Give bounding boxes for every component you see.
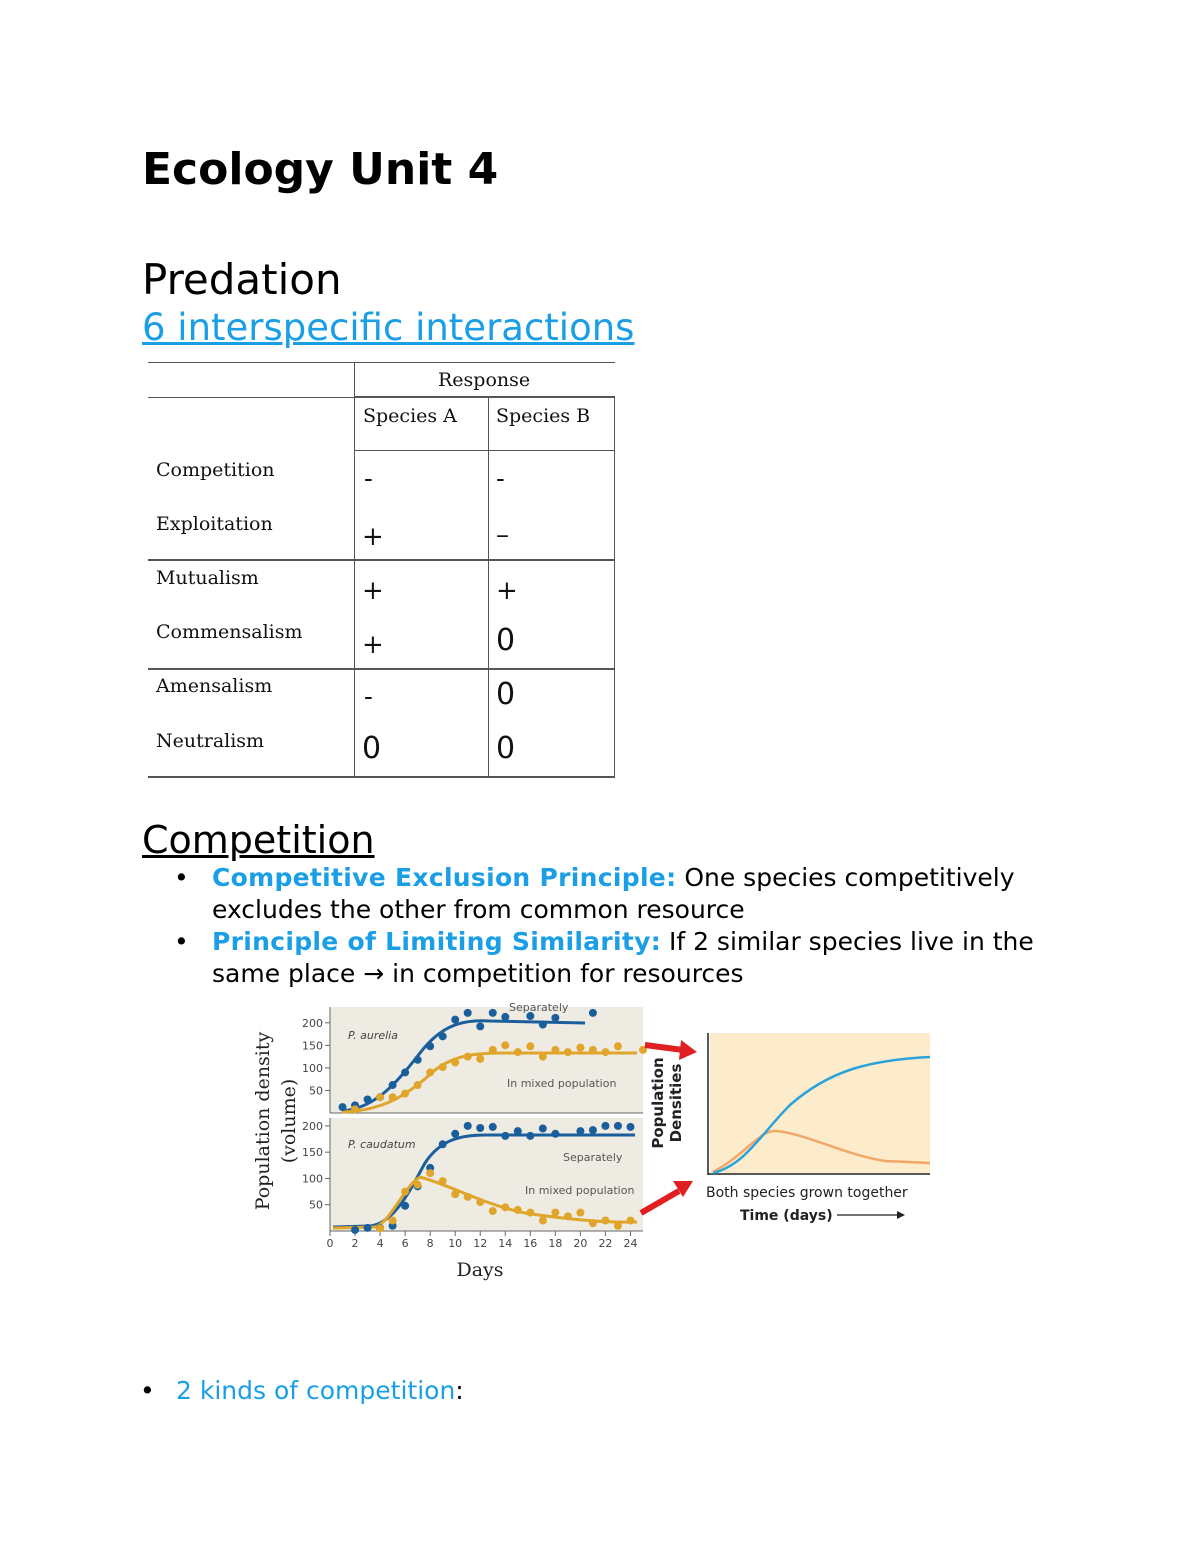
row-label-competition: Competition <box>156 459 275 481</box>
label-caudatum-separately: Separately <box>563 1151 623 1164</box>
bullet-icon: • <box>174 927 189 956</box>
term-kinds-of-competition: 2 kinds of competition <box>176 1376 456 1405</box>
y-tick-label: 150 <box>302 1146 323 1160</box>
aurelia-mixed-point <box>476 1055 484 1063</box>
aurelia-separate-point <box>501 1013 509 1021</box>
x-tick-label: 18 <box>548 1237 563 1250</box>
table-header-species-b: Species B <box>496 405 591 427</box>
aurelia-mixed-point <box>589 1046 597 1054</box>
caudatum-mixed-point <box>476 1198 484 1206</box>
aurelia-mixed-point <box>414 1081 422 1089</box>
aurelia-separate-point <box>551 1014 559 1022</box>
cell-mutualism-b: + <box>496 576 518 606</box>
list-item <box>170 926 1070 990</box>
species-label-caudatum: P. caudatum <box>348 1138 416 1151</box>
term-competitive-exclusion: Competitive Exclusion Principle: <box>212 863 677 892</box>
caudatum-separate-point <box>464 1122 472 1130</box>
x-tick-label: 20 <box>573 1237 588 1250</box>
aurelia-mixed-point <box>464 1053 472 1061</box>
aurelia-mixed-point <box>514 1048 522 1056</box>
x-tick-label: 4 <box>376 1237 384 1250</box>
y-tick-label: 50 <box>309 1198 323 1212</box>
caudatum-mixed-point <box>626 1216 634 1224</box>
list-item <box>170 862 1070 926</box>
caudatum-separate-point <box>476 1124 484 1132</box>
caudatum-separate-point <box>576 1127 584 1135</box>
caudatum-mixed-point <box>389 1216 397 1224</box>
aurelia-separate-point <box>476 1022 484 1030</box>
caudatum-separate-point <box>401 1202 409 1210</box>
aurelia-separate-point <box>589 1009 597 1017</box>
aurelia-separate-point <box>539 1021 547 1029</box>
bullet-icon: • <box>174 863 189 892</box>
species-label-aurelia: P. aurelia <box>348 1029 398 1042</box>
aurelia-mixed-point <box>539 1053 547 1061</box>
interaction-table <box>148 362 615 778</box>
caudatum-mixed-point <box>614 1222 622 1230</box>
caudatum-mixed-point <box>376 1224 384 1232</box>
aurelia-separate-point <box>364 1095 372 1103</box>
bullet-kinds-of-competition <box>140 1374 464 1408</box>
x-tick-label: 0 <box>326 1237 334 1250</box>
cell-exploitation-b: – <box>496 520 509 550</box>
caudatum-mixed-point <box>551 1209 559 1217</box>
caudatum-separate-point <box>351 1226 359 1234</box>
x-tick-label: 14 <box>498 1237 513 1250</box>
x-tick-label: 6 <box>401 1237 409 1250</box>
aurelia-separate-point <box>426 1042 434 1050</box>
row-label-neutralism: Neutralism <box>156 730 265 752</box>
caudatum-mixed-point <box>401 1188 409 1196</box>
term-limiting-similarity: Principle of Limiting Similarity: <box>212 927 661 956</box>
x-tick-label: 10 <box>448 1237 463 1250</box>
caudatum-mixed-point <box>464 1193 472 1201</box>
aurelia-mixed-point <box>401 1090 409 1098</box>
x-tick-label: 16 <box>523 1237 538 1250</box>
caudatum-separate-point <box>589 1126 597 1134</box>
label-aurelia-mixed: In mixed population <box>507 1077 617 1090</box>
aurelia-mixed-point <box>351 1105 359 1113</box>
caudatum-separate-point <box>539 1125 547 1133</box>
aurelia-mixed-point <box>576 1044 584 1052</box>
caudatum-separate-point <box>439 1140 447 1148</box>
left-y-axis-unit: (volume) <box>278 1078 300 1164</box>
caudatum-mixed-point <box>439 1177 447 1185</box>
aurelia-separate-point <box>451 1016 459 1024</box>
aurelia-mixed-point <box>426 1068 434 1076</box>
caudatum-separate-point <box>526 1132 534 1140</box>
arrow-to-right-panel-bottom <box>641 1181 693 1213</box>
competition-principles-list <box>170 862 1070 990</box>
caudatum-separate-point <box>601 1122 609 1130</box>
label-caudatum-mixed: In mixed population <box>525 1184 635 1197</box>
aurelia-mixed-point <box>601 1048 609 1056</box>
cell-amensalism-b: 0 <box>496 677 516 712</box>
paramecium-competition-figure <box>245 995 945 1290</box>
caudatum-separate-point <box>489 1123 497 1131</box>
caudatum-mixed-point <box>539 1216 547 1224</box>
aurelia-mixed-point <box>389 1093 397 1101</box>
caudatum-separate-point <box>551 1130 559 1138</box>
aurelia-mixed-point <box>451 1058 459 1066</box>
caudatum-separate-point <box>514 1127 522 1135</box>
row-label-exploitation: Exploitation <box>156 513 273 535</box>
right-y-axis-label: Population <box>649 1057 667 1149</box>
label-aurelia-separately: Separately <box>509 1001 569 1014</box>
caudatum-separate-point <box>364 1224 372 1232</box>
caudatum-mixed-point <box>589 1219 597 1227</box>
caudatum-mixed-point <box>514 1206 522 1214</box>
cell-neutralism-a: 0 <box>362 731 382 766</box>
x-tick-label: 22 <box>598 1237 613 1250</box>
aurelia-separate-point <box>339 1103 347 1111</box>
row-label-commensalism: Commensalism <box>156 621 303 643</box>
cell-competition-b: - <box>496 464 505 494</box>
caudatum-mixed-point <box>426 1169 434 1177</box>
cell-mutualism-a: + <box>362 576 384 606</box>
aurelia-separate-point <box>489 1009 497 1017</box>
caudatum-separate-point <box>451 1130 459 1138</box>
aurelia-mixed-point <box>489 1046 497 1054</box>
row-label-amensalism: Amensalism <box>156 675 273 697</box>
aurelia-separate-point <box>439 1032 447 1040</box>
right-y-axis-label-2: Densities <box>667 1063 685 1143</box>
definition-competitive-exclusion: One species competitively excludes the other from common resource <box>212 863 1015 924</box>
x-tick-label: 8 <box>426 1237 434 1250</box>
cell-neutralism-b: 0 <box>496 731 516 766</box>
caudatum-mixed-point <box>526 1209 534 1217</box>
aurelia-mixed-point <box>526 1042 534 1050</box>
x-tick-label: 12 <box>473 1237 488 1250</box>
x-axis-label-days: Days <box>456 1259 504 1281</box>
caudatum-mixed-point <box>414 1181 422 1189</box>
left-y-axis-label: Population density <box>252 1031 274 1211</box>
row-label-mutualism: Mutualism <box>156 567 259 589</box>
table-header-species-a: Species A <box>363 405 457 427</box>
y-tick-label: 50 <box>309 1084 323 1098</box>
aurelia-mixed-point <box>439 1063 447 1071</box>
caudatum-mixed-point <box>601 1216 609 1224</box>
y-tick-label: 100 <box>302 1172 323 1186</box>
definition-limiting-similarity: If 2 similar species live in the same place → in competition for resources <box>212 927 1034 988</box>
caudatum-mixed-point <box>451 1190 459 1198</box>
y-tick-label: 200 <box>302 1119 323 1133</box>
cell-amensalism-a: - <box>364 682 373 712</box>
cell-commensalism-b: 0 <box>496 623 516 658</box>
aurelia-mixed-point <box>501 1041 509 1049</box>
caudatum-mixed-point <box>576 1209 584 1217</box>
y-tick-label: 150 <box>302 1039 323 1053</box>
cell-competition-a: - <box>364 464 373 494</box>
caudatum-separate-point <box>626 1123 634 1131</box>
aurelia-mixed-point <box>376 1093 384 1101</box>
right-panel-caption: Both species grown together <box>706 1185 908 1201</box>
caudatum-mixed-point <box>501 1203 509 1211</box>
time-arrow-head <box>897 1211 905 1219</box>
aurelia-mixed-point <box>564 1048 572 1056</box>
aurelia-separate-point <box>401 1068 409 1076</box>
heading-predation: Predation <box>142 255 342 304</box>
caudatum-separate-point <box>614 1122 622 1130</box>
colon-text: : <box>455 1376 464 1405</box>
cell-commensalism-a: + <box>362 630 384 660</box>
table-header-response: Response <box>438 369 531 391</box>
aurelia-mixed-point <box>614 1042 622 1050</box>
caudatum-mixed-point <box>564 1212 572 1220</box>
arrow-to-right-panel-top <box>645 1040 697 1060</box>
y-tick-label: 200 <box>302 1016 323 1030</box>
x-tick-label: 24 <box>623 1237 638 1250</box>
aurelia-separate-point <box>414 1056 422 1064</box>
caudatum-separate-point <box>501 1132 509 1140</box>
heading-competition: Competition <box>142 818 375 862</box>
x-tick-label: 2 <box>351 1237 359 1250</box>
aurelia-mixed-point <box>551 1046 559 1054</box>
bullet-icon: • <box>140 1376 155 1405</box>
y-tick-label: 100 <box>302 1061 323 1075</box>
right-x-axis-label: Time (days) <box>740 1208 833 1224</box>
cell-exploitation-a: + <box>362 522 384 552</box>
aurelia-separate-point <box>389 1081 397 1089</box>
caudatum-mixed-point <box>489 1207 497 1215</box>
aurelia-separate-point <box>464 1009 472 1017</box>
link-interspecific-interactions[interactable]: 6 interspecific interactions <box>142 306 635 349</box>
document-title: Ecology Unit 4 <box>142 144 499 195</box>
